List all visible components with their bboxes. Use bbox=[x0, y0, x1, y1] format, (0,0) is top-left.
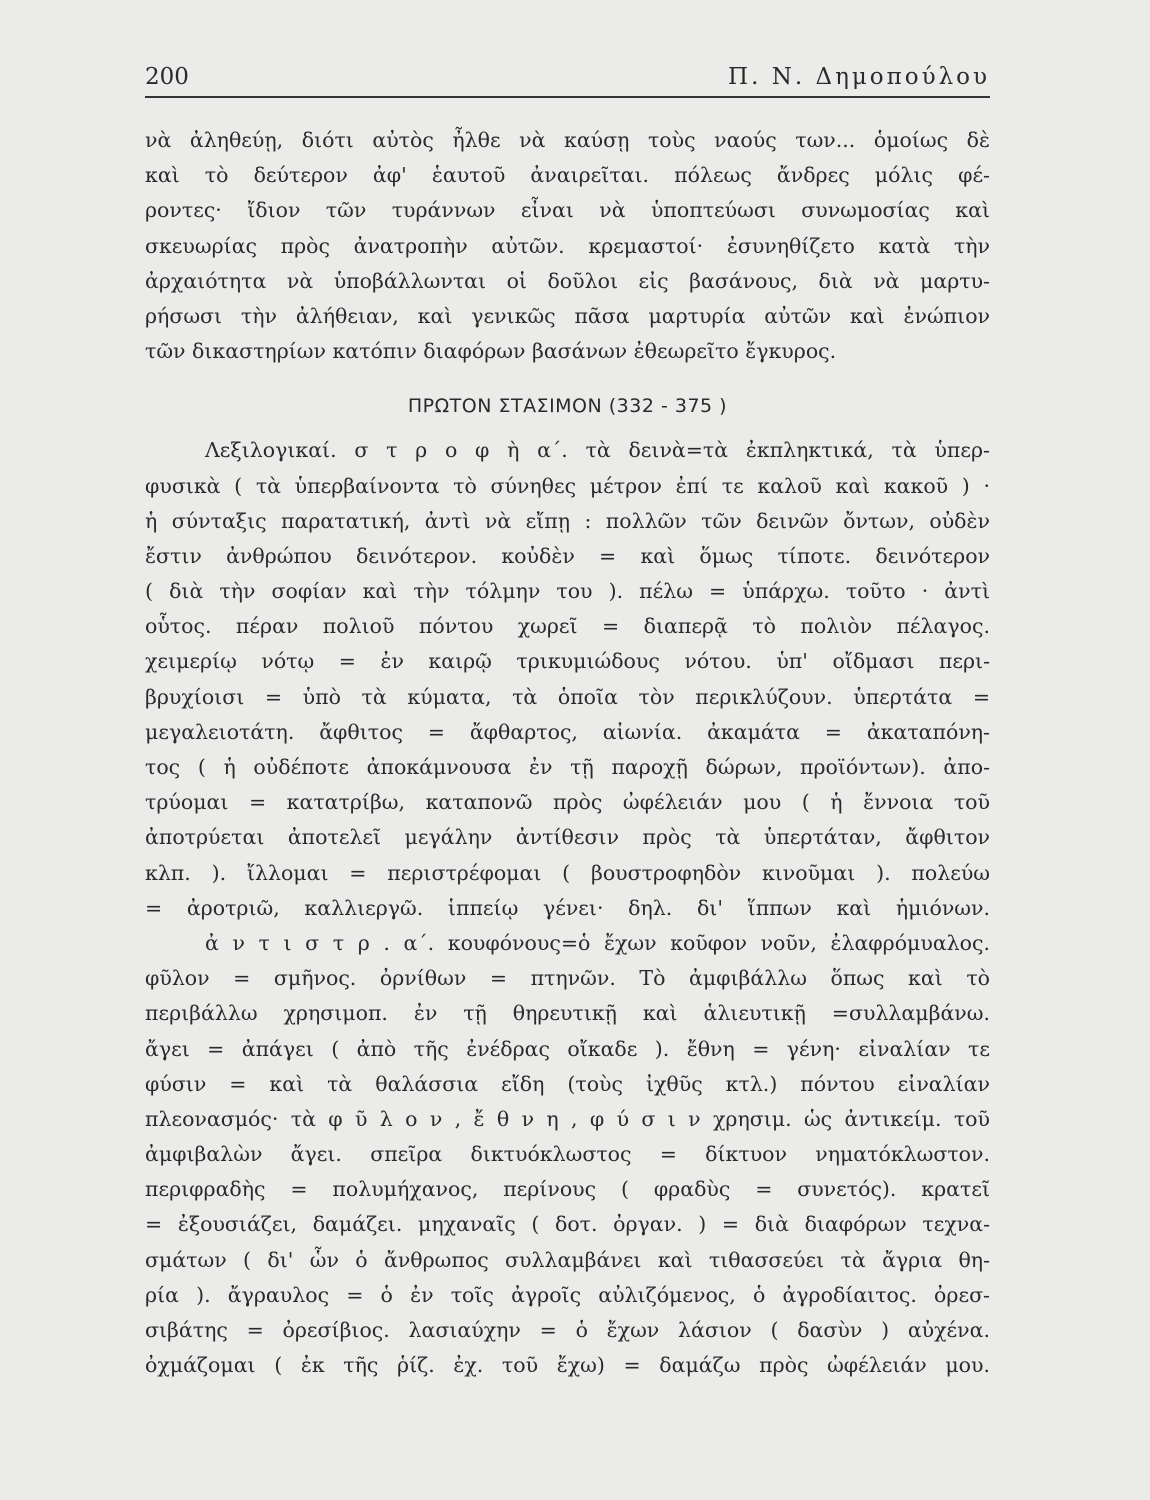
text-line: πλεονασμός· τὰ φ ῦ λ ο ν , ἔ θ ν η , φ ύ σ ι ν χρησιμ. ὡς ἀντικείμ. τοῦ bbox=[145, 1106, 990, 1131]
paragraph-commentary bbox=[145, 123, 990, 369]
text-line: σιβάτης = ὀρεσίβιος. λασιαύχην = ὁ ἔχων λάσιον ( δασὺν ) αὐχένα. bbox=[145, 1318, 990, 1342]
text-line: ἡ σύνταξις παρατατική, ἀντὶ νὰ εἴπῃ : πολλῶν τῶν δεινῶν ὄντων, οὐδὲν bbox=[145, 508, 990, 533]
text-line: φῦλον = σμῆνος. ὀρνίθων = πτηνῶν. Τὸ ἀμφιβάλλω ὅπως καὶ τὸ bbox=[145, 966, 990, 991]
text-line: ἔστιν ἀνθρώπου δεινότερον. κοὐδὲν = καὶ ὅμως τίποτε. δεινότερον bbox=[145, 543, 990, 568]
text-line: ἀ ν τ ι σ τ ρ . α΄. κουφόνους=ὁ ἔχων κοῦφον νοῦν, ἐλαφρόμυαλος. bbox=[205, 930, 990, 955]
text-line: ὀχμάζομαι ( ἐκ τῆς ῥίζ. ἐχ. τοῦ ἔχω) = δαμάζω πρὸς ὠφέλειάν μου. bbox=[145, 1353, 990, 1378]
paragraph-antistrophe bbox=[145, 926, 990, 1383]
text-line: περιβάλλω χρησιμοπ. ἐν τῇ θηρευτικῇ καὶ ἁλιευτικῇ =συλλαμβάνω. bbox=[145, 1001, 990, 1026]
body-text bbox=[145, 123, 990, 1383]
section-title: ΠΡΩΤΟΝ ΣΤΑΣΙΜΟΝ (332 - 375 ) bbox=[407, 395, 728, 418]
text-line: ἀμφιβαλὼν ἄγει. σπεῖρα δικτυόκλωστος = δίκτυον νηματόκλωστον. bbox=[145, 1142, 990, 1167]
text-line: χειμερίῳ νότῳ = ἐν καιρῷ τρικυμιώδους νότου. ὑπ' οἴδμασι περι- bbox=[145, 649, 990, 674]
text-line: = ἀροτριῶ, καλλιεργῶ. ἱππείῳ γένει· δηλ. δι' ἵππων καὶ ἡμιόνων. bbox=[145, 895, 990, 920]
text-line: σμάτων ( δι' ὧν ὁ ἄνθρωπος συλλαμβάνει καὶ τιθασσεύει τὰ ἄγρια θη- bbox=[145, 1247, 990, 1272]
paragraph-strophe bbox=[145, 433, 990, 926]
text-line: φύσιν = καὶ τὰ θαλάσσια εἴδη (τοὺς ἰχθῦς κτλ.) πόντου εἰναλίαν bbox=[145, 1071, 990, 1096]
text-line: κλπ. ). ἴλλομαι = περιστρέφομαι ( βουστροφηδὸν κινοῦμαι ). πολεύω bbox=[145, 860, 990, 885]
text-line: ρήσωσι τὴν ἀλήθειαν, καὶ γενικῶς πᾶσα μαρτυρία αὐτῶν καὶ ἐνώπιον bbox=[145, 303, 990, 328]
text-line: ἄγει = ἀπάγει ( ἀπὸ τῆς ἐνέδρας οἴκαδε ). ἔθνη = γένη· εἰναλίαν τε bbox=[145, 1036, 990, 1061]
page-number: 200 bbox=[145, 64, 189, 90]
text-line: καὶ τὸ δεύτερον ἀφ' ἑαυτοῦ ἀναιρεῖται. πόλεως ἄνδρες μόλις φέ- bbox=[145, 163, 990, 188]
text-line: μεγαλειοτάτη. ἄφθιτος = ἄφθαρτος, αἰωνία. ἀκαμάτα = ἀκαταπόνη- bbox=[145, 719, 990, 744]
running-head: Π. Ν. Δημοπούλου bbox=[728, 64, 990, 90]
text-line: οὗτος. πέραν πολιοῦ πόντου χωρεῖ = διαπερᾷ τὸ πολιὸν πέλαγος. bbox=[145, 614, 990, 639]
text-line: ἀποτρύεται ἀποτελεῖ μεγάλην ἀντίθεσιν πρὸς τὰ ὑπερτάταν, ἄφθιτον bbox=[145, 825, 990, 850]
text-line: Λεξιλογικαί. σ τ ρ ο φ ὴ α΄. τὰ δεινὰ=τὰ ἐκπληκτικά, τὰ ὑπερ- bbox=[205, 438, 990, 463]
text-line: τος ( ἡ οὐδέποτε ἀποκάμνουσα ἐν τῇ παροχῇ δώρων, προϊόντων). ἀπο- bbox=[145, 755, 990, 779]
text-line: σκευωρίας πρὸς ἀνατροπὴν αὐτῶν. κρεμαστοί· ἐσυνηθίζετο κατὰ τὴν bbox=[145, 233, 990, 258]
text-line: βρυχίοισι = ὑπὸ τὰ κύματα, τὰ ὁποῖα τὸν περικλύζουν. ὑπερτάτα = bbox=[145, 684, 990, 709]
text-line: ἀρχαιότητα νὰ ὑποβάλλωνται οἱ δοῦλοι εἰς βασάνους, διὰ νὰ μαρτυ- bbox=[145, 268, 990, 293]
text-line: ροντες· ἴδιον τῶν τυράννων εἶναι νὰ ὑποπτεύωσι συνωμοσίας καὶ bbox=[145, 198, 990, 223]
text-line: νὰ ἀληθεύῃ, διότι αὐτὸς ἦλθε νὰ καύσῃ τοὺς ναούς των... ὁμοίως δὲ bbox=[145, 128, 990, 152]
text-line: φυσικὰ ( τὰ ὑπερβαίνοντα τὸ σύνηθες μέτρον ἐπί τε καλοῦ καὶ κακοῦ ) · bbox=[145, 473, 990, 498]
text-line: τῶν δικαστηρίων κατόπιν διαφόρων βασάνων ἐθεωρεῖτο ἔγκυρος. bbox=[145, 339, 837, 364]
text-line: περιφραδὴς = πολυμήχανος, περίνους ( φραδὺς = συνετός). κρατεῖ bbox=[145, 1177, 990, 1202]
page-header bbox=[145, 56, 990, 98]
text-line: τρύομαι = κατατρίβω, καταπονῶ πρὸς ὠφέλειάν μου ( ἡ ἔννοια τοῦ bbox=[145, 790, 990, 815]
text-line: ( διὰ τὴν σοφίαν καὶ τὴν τόλμην του ). πέλω = ὑπάρχω. τοῦτο · ἀντὶ bbox=[145, 579, 990, 604]
text-line: = ἐξουσιάζει, δαμάζει. μηχαναῖς ( δοτ. ὀργαν. ) = διὰ διαφόρων τεχνα- bbox=[145, 1212, 990, 1237]
text-line: ρία ). ἄγραυλος = ὁ ἐν τοῖς ἀγροῖς αὐλιζόμενος, ὁ ἀγροδίαιτος. ὀρεσ- bbox=[145, 1282, 990, 1307]
